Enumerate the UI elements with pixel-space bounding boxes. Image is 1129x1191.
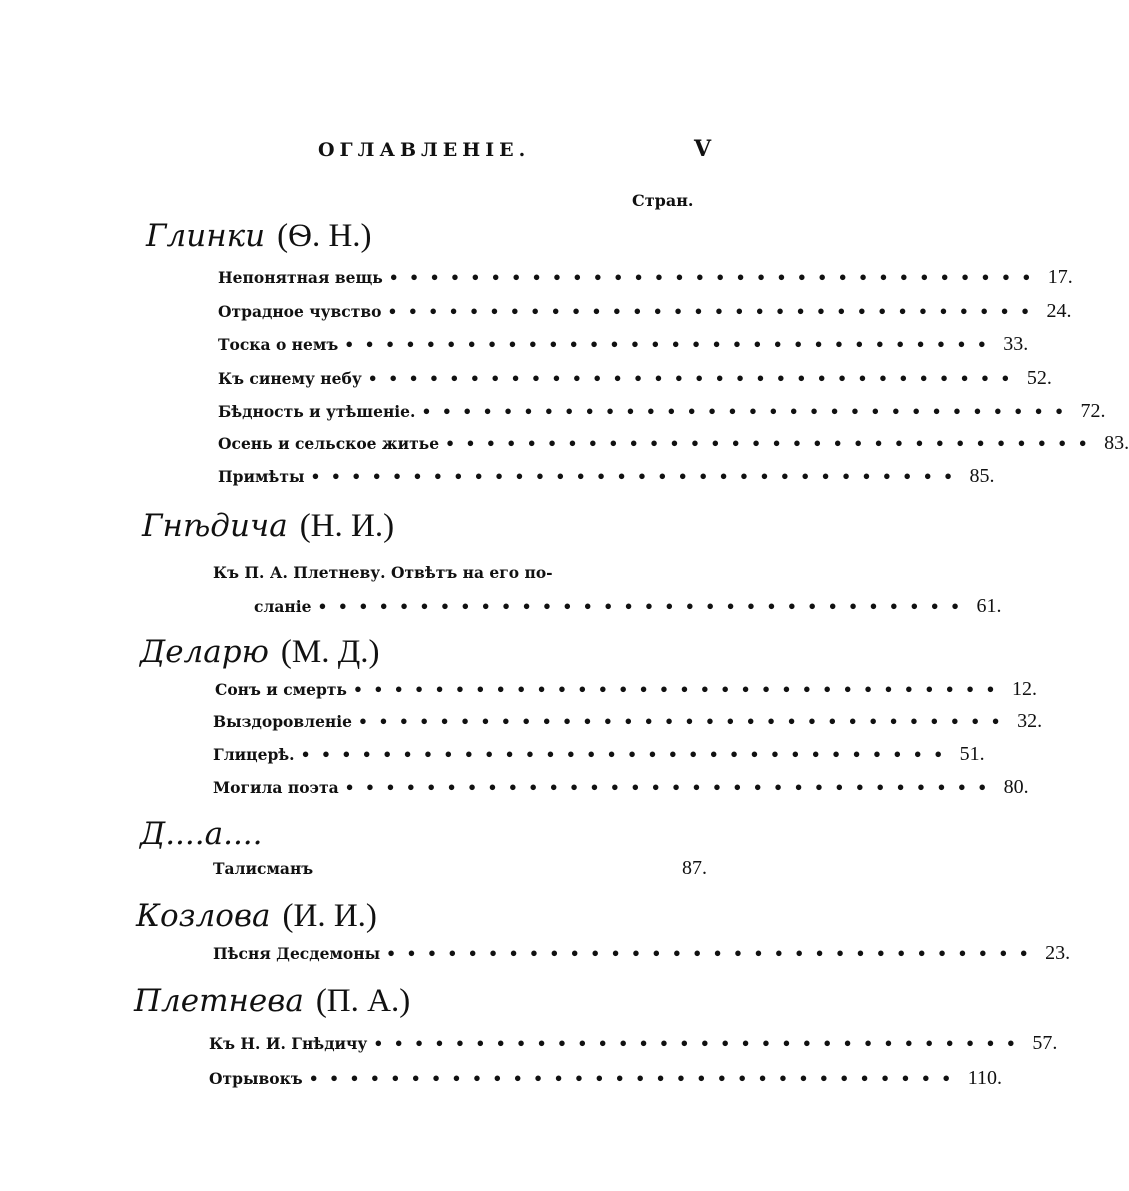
entry-title: Сонъ и смерть <box>215 680 347 699</box>
toc-entry <box>209 1032 1058 1056</box>
leader-dots: •••••••••••••••••••••••••••••••• <box>352 680 1006 699</box>
toc-entry <box>254 595 1002 619</box>
entry-page: 80. <box>1003 776 1029 798</box>
leader-dots: •••••••••••••••••••••••••••••••• <box>300 745 954 764</box>
entry-page: 51. <box>959 743 985 765</box>
author-initials: (Ѳ. Н.) <box>277 218 372 254</box>
entry-title: Пѣсня Десдемоны <box>213 944 381 963</box>
entry-title: Къ Н. И. Гнѣдичу <box>209 1034 368 1053</box>
leader-dots: •••••••••••••••••••••••••••••••• <box>310 467 964 486</box>
entry-page: 23. <box>1045 942 1071 964</box>
toc-entry <box>218 400 1106 424</box>
author-surname: Гнѣдича <box>142 508 288 544</box>
entry-page: 33. <box>1003 333 1029 355</box>
leader-dots: •••••••••••••••••••••••••••••••• <box>445 434 1099 453</box>
author-initials: (И. И.) <box>282 898 377 934</box>
author-initials: (М. Д.) <box>280 634 380 670</box>
entry-page: 17. <box>1047 266 1073 288</box>
author-heading <box>140 816 275 853</box>
leader-dots: •••••••••••••••••••••••••••••••• <box>387 302 1041 321</box>
leader-dots: •••••••••••••••••••••••••••••••• <box>388 268 1042 287</box>
toc-entry <box>218 465 995 489</box>
entry-title: Къ синему небу <box>218 369 362 388</box>
entry-title: Тоска о немъ <box>218 335 339 354</box>
leader-dots: •••••••••••••••••••••••••••••••• <box>358 712 1012 731</box>
toc-entry <box>213 710 1043 734</box>
page-column-label: Стран. <box>632 191 694 210</box>
leader-dots: •••••••••••••••••••••••••••••••• <box>344 335 998 354</box>
author-initials: (Н. И.) <box>299 508 395 544</box>
toc-entry <box>218 367 1052 391</box>
entry-page: 110. <box>967 1067 1002 1089</box>
entry-page: 32. <box>1017 710 1043 732</box>
entry-title: сланіе <box>254 597 312 616</box>
entry-title: Глицерѣ. <box>213 745 295 764</box>
toc-entry <box>215 678 1037 702</box>
entry-page: 85. <box>969 465 995 487</box>
entry-title: Непонятная вещь <box>218 268 383 287</box>
entry-title-first-line: Къ П. А. Плетневу. Отвѣтъ на его по- <box>213 563 553 582</box>
toc-entry <box>213 743 985 767</box>
entry-title: Выздоровленіе <box>213 712 353 731</box>
entry-title: Талисманъ <box>213 859 314 878</box>
entry-page: 52. <box>1026 367 1052 389</box>
entry-page: 57. <box>1032 1032 1058 1054</box>
author-surname: Плетнева <box>134 983 304 1019</box>
toc-entry <box>218 300 1072 324</box>
entry-page: 12. <box>1011 678 1037 700</box>
author-heading <box>146 218 372 255</box>
author-heading <box>142 508 394 545</box>
page-folio: V <box>694 136 712 162</box>
leader-dots: •••••••••••••••••••••••••••••••• <box>367 369 1021 388</box>
entry-page: 61. <box>976 595 1002 617</box>
entry-page: 72. <box>1080 400 1106 422</box>
leader-dots: •••••••••••••••••••••••••••••••• <box>373 1034 1027 1053</box>
entry-title: Могила поэта <box>213 778 339 797</box>
author-surname: Д....а.... <box>140 816 263 852</box>
leader-dots: •••••••••••••••••••••••••••••••• <box>308 1069 962 1088</box>
author-surname: Глинки <box>146 218 266 254</box>
leader-dots: •••••••••••••••••••••••••••••••• <box>344 778 998 797</box>
entry-page: 83. <box>1104 432 1129 454</box>
toc-entry <box>218 333 1029 357</box>
entry-page: 87. <box>682 857 707 879</box>
author-heading <box>134 983 410 1020</box>
author-heading <box>140 634 380 671</box>
toc-entry <box>218 266 1073 290</box>
entry-page: 24. <box>1046 300 1072 322</box>
author-heading <box>136 898 377 935</box>
running-title: ОГЛАВЛЕНІЕ. <box>318 139 531 161</box>
entry-title: Отрадное чувство <box>218 302 382 321</box>
leader-dots: •••••••••••••••••••••••••••••••• <box>421 402 1075 421</box>
toc-entry <box>218 432 1129 456</box>
toc-entry <box>209 1067 1002 1091</box>
leader-dots: •••••••••••••••••••••••••••••••• <box>317 597 971 616</box>
leader-dots: •••••••••••••••••••••••••••••••• <box>386 944 1040 963</box>
entry-title: Осень и сельское житье <box>218 434 440 453</box>
entry-title: Бѣдность и утѣшеніе. <box>218 402 416 421</box>
toc-entry <box>213 776 1029 800</box>
toc-entry <box>213 942 1071 966</box>
entry-title: Отрывокъ <box>209 1069 303 1088</box>
toc-entry <box>213 857 707 881</box>
author-initials: (П. А.) <box>315 983 411 1019</box>
author-surname: Деларю <box>140 634 269 670</box>
entry-title: Примѣты <box>218 467 305 486</box>
author-surname: Козлова <box>136 898 271 934</box>
